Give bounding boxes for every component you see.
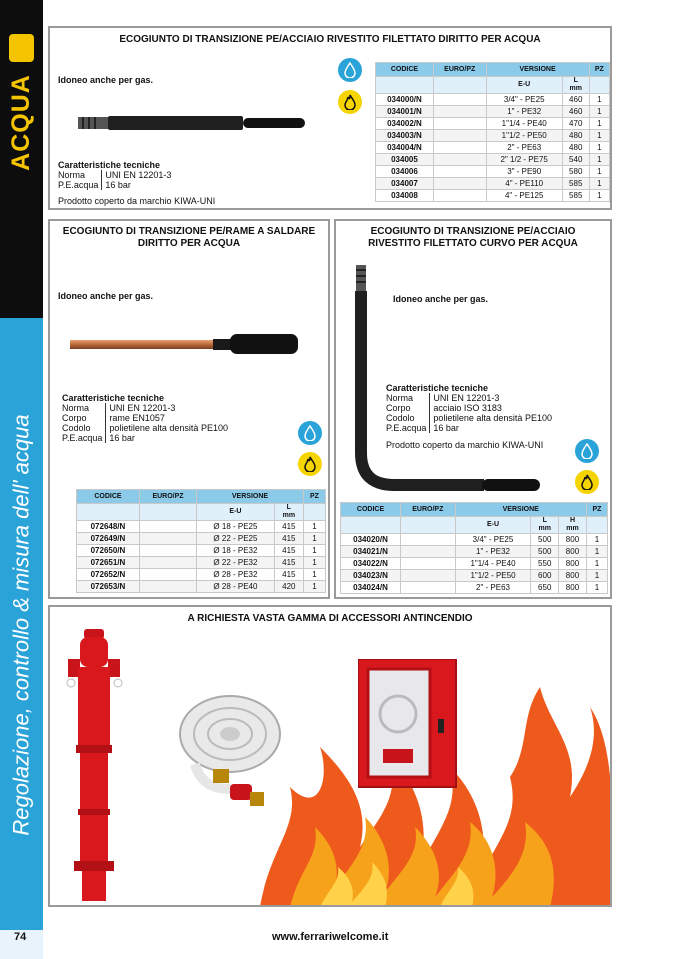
- table-cell-euro: [139, 521, 196, 533]
- col-versione: VERSIONE: [197, 490, 304, 504]
- table-cell-eu: 1"1/2 - PE50: [455, 570, 531, 582]
- table-cell-code: 034000/N: [376, 94, 434, 106]
- col-codice: CODICE: [341, 503, 401, 517]
- table-cell-pz: 1: [586, 558, 607, 570]
- gas-note: Idoneo anche per gas.: [58, 75, 154, 85]
- gas-note: Idoneo anche per gas.: [58, 291, 154, 301]
- panel-title: ECOGIUNTO DI TRANSIZIONE PE/ACCIAIO RIVESTITO FILETTATO DIRITTO PER ACQUA: [119, 34, 541, 45]
- panel-title: ECOGIUNTO DI TRANSIZIONE PE/ACCIAIO RIVESTITO FILETTATO CURVO PER ACQUA: [368, 226, 578, 249]
- table-cell-pz: 1: [303, 557, 325, 569]
- table-cell-pz: 1: [589, 94, 609, 106]
- table-cell-euro: [139, 581, 196, 593]
- product-panel-copper: [48, 219, 330, 599]
- table-cell-pz: 1: [589, 178, 609, 190]
- fire-cabinet-image: [358, 659, 458, 789]
- table-cell-eu: 1"1/4 - PE40: [455, 558, 531, 570]
- table-cell-l: 500: [531, 546, 559, 558]
- table-cell-l: 460: [562, 106, 589, 118]
- product-table: CODICE EURO/PZ VERSIONE PZ E-U L mm 072648/N Ø 18 - PE25 415 1 072649/N Ø 22 - PE25 415 1 072650/N Ø 18 - PE32 415 1 072651/N Ø 22 - PE32 415 1 072652/N Ø 28 - PE32 415 1 072653/N Ø 28 - PE40 420 1: [76, 489, 326, 593]
- table-cell-l: 420: [274, 581, 303, 593]
- fire-hose-image: [175, 689, 295, 819]
- col-pz: PZ: [586, 503, 607, 517]
- table-cell-pz: 1: [586, 570, 607, 582]
- table-cell-eu: Ø 28 - PE40: [197, 581, 275, 593]
- table-cell-code: 034003/N: [376, 130, 434, 142]
- table-cell-l: 540: [562, 154, 589, 166]
- table-cell-code: 034006: [376, 166, 434, 178]
- table-cell-pz: 1: [589, 106, 609, 118]
- panel-title: ECOGIUNTO DI TRANSIZIONE PE/RAME A SALDARE DIRITTO PER ACQUA: [62, 226, 316, 249]
- tech-specs: Caratteristiche tecniche Norma UNI EN 12201-3 Corpo acciaio ISO 3183 Codolo polietilene alta densità PE100 P.E.acqua 16 bar: [386, 383, 555, 433]
- table-cell-euro: [401, 558, 456, 570]
- table-cell-code: 072649/N: [77, 533, 140, 545]
- table-cell-eu: Ø 28 - PE32: [197, 569, 275, 581]
- table-cell-l: 550: [531, 558, 559, 570]
- table-cell-code: 072653/N: [77, 581, 140, 593]
- table-cell-l: 415: [274, 521, 303, 533]
- table-cell-eu: 1" - PE32: [486, 106, 562, 118]
- table-cell-code: 034001/N: [376, 106, 434, 118]
- table-row: [341, 558, 608, 570]
- table-cell-l: 480: [562, 130, 589, 142]
- table-cell-eu: Ø 22 - PE32: [197, 557, 275, 569]
- website-link[interactable]: www.ferrariwelcome.it: [272, 931, 389, 943]
- table-cell-pz: 1: [303, 521, 325, 533]
- col-codice: CODICE: [77, 490, 140, 504]
- table-cell-pz: 1: [586, 534, 607, 546]
- table-cell-euro: [139, 533, 196, 545]
- table-cell-h: 800: [559, 582, 587, 594]
- kiwa-note: Prodotto coperto da marchio KIWA-UNI: [386, 440, 544, 450]
- table-cell-eu: 4" - PE125: [486, 190, 562, 202]
- table-cell-l: 470: [562, 118, 589, 130]
- table-row: [376, 178, 610, 190]
- table-cell-l: 480: [562, 142, 589, 154]
- fire-hydrant-image: [66, 629, 126, 904]
- col-euro: EURO/PZ: [401, 503, 456, 517]
- table-cell-code: 034007: [376, 178, 434, 190]
- gas-flame-icon: [338, 90, 362, 114]
- table-cell-pz: 1: [589, 166, 609, 178]
- table-row: [376, 154, 610, 166]
- table-cell-l: 415: [274, 545, 303, 557]
- kiwa-note: Prodotto coperto da marchio KIWA-UNI: [58, 196, 216, 206]
- table-cell-pz: 1: [586, 546, 607, 558]
- tech-specs: Caratteristiche tecniche Norma UNI EN 12201-3 Corpo rame EN1057 Codolo polietilene alta densità PE100 P.E.acqua 16 bar: [62, 393, 231, 443]
- table-cell-eu: 1"1/2 - PE50: [486, 130, 562, 142]
- table-cell-code: 034002/N: [376, 118, 434, 130]
- table-cell-eu: 2" - PE63: [455, 582, 531, 594]
- table-row: [341, 570, 608, 582]
- gas-note: Idoneo anche per gas.: [393, 294, 489, 304]
- table-cell-h: 800: [559, 570, 587, 582]
- table-row: [77, 545, 326, 557]
- table-row: [77, 581, 326, 593]
- table-cell-code: 034004/N: [376, 142, 434, 154]
- product-table: CODICE EURO/PZ VERSIONE PZ E-U L mm 034000/N 3/4" - PE25 460 1 034001/N 1" - PE32 460 1 034002/N 1"1/4 - PE40 470 1 034003/N 1"1/2 - PE50 480 1 034004/N 2" - PE63 480 1 034005 2" 1/2 - PE75 540 1 034006 3" - PE90 580 1 034007 4" - PE110 585 1 034008 4" - PE125 585 1: [375, 62, 610, 202]
- table-cell-euro: [433, 178, 486, 190]
- table-cell-eu: 3/4" - PE25: [455, 534, 531, 546]
- water-tap-icon: [9, 34, 34, 62]
- table-cell-code: 034021/N: [341, 546, 401, 558]
- table-cell-euro: [433, 130, 486, 142]
- table-cell-pz: 1: [589, 142, 609, 154]
- table-cell-pz: 1: [586, 582, 607, 594]
- col-pz: PZ: [303, 490, 325, 504]
- table-cell-euro: [433, 118, 486, 130]
- table-cell-code: 034008: [376, 190, 434, 202]
- table-cell-euro: [401, 570, 456, 582]
- table-cell-eu: 3/4" - PE25: [486, 94, 562, 106]
- table-row: [376, 142, 610, 154]
- gas-flame-icon: [298, 452, 322, 476]
- table-cell-euro: [433, 190, 486, 202]
- table-row: [376, 166, 610, 178]
- section-label: ACQUA: [6, 73, 35, 171]
- product-panel-curved-steel: [334, 219, 612, 599]
- table-cell-h: 800: [559, 558, 587, 570]
- table-cell-eu: 4" - PE110: [486, 178, 562, 190]
- page-number: 74: [14, 931, 27, 943]
- table-cell-pz: 1: [589, 118, 609, 130]
- table-cell-euro: [433, 154, 486, 166]
- table-row: [341, 582, 608, 594]
- table-cell-pz: 1: [589, 130, 609, 142]
- table-row: [77, 557, 326, 569]
- table-cell-code: 072648/N: [77, 521, 140, 533]
- table-cell-code: 072652/N: [77, 569, 140, 581]
- table-row: [341, 534, 608, 546]
- tech-specs: Caratteristiche tecniche Norma UNI EN 12201-3 P.E.acqua 16 bar: [58, 160, 174, 190]
- table-cell-code: 034024/N: [341, 582, 401, 594]
- table-cell-l: 600: [531, 570, 559, 582]
- table-cell-l: 580: [562, 166, 589, 178]
- table-cell-eu: Ø 18 - PE25: [197, 521, 275, 533]
- table-cell-pz: 1: [303, 533, 325, 545]
- table-cell-eu: Ø 18 - PE32: [197, 545, 275, 557]
- table-cell-l: 585: [562, 178, 589, 190]
- table-cell-l: 460: [562, 94, 589, 106]
- water-drop-icon: [298, 421, 322, 445]
- table-cell-pz: 1: [589, 190, 609, 202]
- table-row: [376, 118, 610, 130]
- table-cell-euro: [433, 106, 486, 118]
- copper-pipe-image: [70, 331, 300, 357]
- col-euro: EURO/PZ: [139, 490, 196, 504]
- table-cell-euro: [433, 166, 486, 178]
- table-cell-eu: 1" - PE32: [455, 546, 531, 558]
- col-pz: PZ: [589, 63, 609, 77]
- table-cell-euro: [433, 94, 486, 106]
- table-cell-pz: 1: [303, 545, 325, 557]
- col-versione: VERSIONE: [455, 503, 586, 517]
- straight-steel-pipe-image: [78, 114, 308, 132]
- table-cell-code: 034005: [376, 154, 434, 166]
- table-cell-euro: [139, 557, 196, 569]
- water-drop-icon: [338, 58, 362, 82]
- gas-flame-icon: [575, 470, 599, 494]
- table-cell-eu: 2" - PE63: [486, 142, 562, 154]
- table-cell-l: 415: [274, 569, 303, 581]
- table-cell-code: 034020/N: [341, 534, 401, 546]
- table-cell-code: 034022/N: [341, 558, 401, 570]
- table-cell-pz: 1: [303, 581, 325, 593]
- table-cell-euro: [139, 545, 196, 557]
- product-table: CODICE EURO/PZ VERSIONE PZ E-U L mm H mm 034020/N 3/4" - PE25 500 800 1 034021/N 1" - PE32 500 800 1 034022/N 1"1/4 - PE40 550 800 1 034023/N 1"1/2 - PE50 600 800 1 034024/N 2" - PE63 650 800 1: [340, 502, 608, 594]
- table-cell-code: 034023/N: [341, 570, 401, 582]
- table-cell-eu: 3" - PE90: [486, 166, 562, 178]
- table-row: [341, 546, 608, 558]
- table-cell-l: 650: [531, 582, 559, 594]
- water-drop-icon: [575, 439, 599, 463]
- col-codice: CODICE: [376, 63, 434, 77]
- table-cell-code: 072650/N: [77, 545, 140, 557]
- sidebar: [0, 0, 43, 959]
- table-cell-euro: [401, 582, 456, 594]
- col-versione: VERSIONE: [486, 63, 589, 77]
- table-cell-euro: [401, 534, 456, 546]
- fire-accessories-panel: [48, 605, 612, 907]
- table-row: [77, 521, 326, 533]
- table-cell-eu: 2" 1/2 - PE75: [486, 154, 562, 166]
- col-euro: EURO/PZ: [433, 63, 486, 77]
- table-cell-euro: [401, 546, 456, 558]
- table-cell-l: 500: [531, 534, 559, 546]
- table-cell-code: 072651/N: [77, 557, 140, 569]
- table-cell-l: 415: [274, 533, 303, 545]
- panel-title: A RICHIESTA VASTA GAMMA DI ACCESSORI ANTINCENDIO: [187, 613, 473, 624]
- table-row: [77, 569, 326, 581]
- table-cell-euro: [139, 569, 196, 581]
- table-cell-h: 800: [559, 546, 587, 558]
- product-panel-straight-steel: [48, 26, 612, 210]
- table-cell-eu: 1"1/4 - PE40: [486, 118, 562, 130]
- table-cell-pz: 1: [303, 569, 325, 581]
- table-cell-l: 415: [274, 557, 303, 569]
- category-label: Regolazione, controllo & misura dell' acqua: [8, 414, 34, 836]
- table-cell-pz: 1: [589, 154, 609, 166]
- table-row: [376, 130, 610, 142]
- table-row: [376, 190, 610, 202]
- table-row: [77, 533, 326, 545]
- table-row: [376, 94, 610, 106]
- table-cell-l: 585: [562, 190, 589, 202]
- table-cell-eu: Ø 22 - PE25: [197, 533, 275, 545]
- table-row: [376, 106, 610, 118]
- table-cell-h: 800: [559, 534, 587, 546]
- table-cell-euro: [433, 142, 486, 154]
